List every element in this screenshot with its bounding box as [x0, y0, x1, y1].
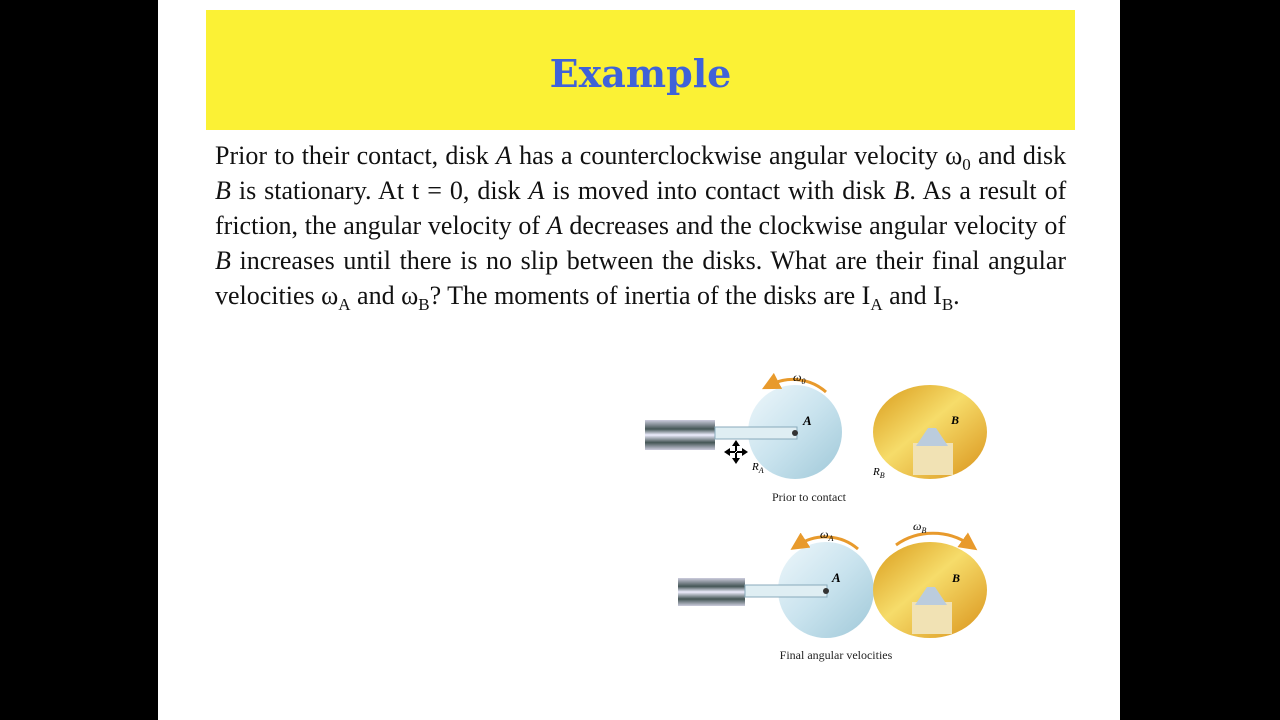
subscript-text: A [870, 295, 883, 314]
paragraph-word: are [835, 246, 868, 275]
paragraph-word: As [922, 176, 952, 205]
paragraph-word: until [343, 246, 391, 275]
paragraph-word: slip [520, 246, 559, 275]
paragraph-word: I [933, 281, 942, 310]
paragraph-word: disks [763, 281, 817, 310]
omega-b-label: $\omega_B$ [913, 519, 927, 535]
paragraph-word: = [427, 176, 442, 205]
paragraph-word: disks. [702, 246, 763, 275]
arm [715, 427, 797, 439]
paragraph-word: and [357, 281, 395, 310]
paragraph-word: t [412, 176, 420, 205]
slide-title: Example [549, 50, 732, 96]
paragraph-word: with [788, 176, 835, 205]
disk-b-support [912, 602, 952, 634]
italic-variable: A [528, 176, 545, 205]
paragraph-word: velocity [953, 211, 1038, 240]
disk-b-label: B [952, 571, 961, 585]
subscript-text: A [338, 295, 351, 314]
paragraph-word: clockwise [758, 211, 863, 240]
paragraph-word: ω [945, 141, 963, 170]
paragraph-word: friction, [215, 211, 299, 240]
paragraph-word: disk [842, 176, 886, 205]
paragraph-word: contact, [356, 141, 439, 170]
paragraph-word: . [953, 281, 960, 310]
paragraph-word: there [399, 246, 452, 275]
omega0-label: $\omega_0$ [793, 370, 806, 386]
paragraph-word: At [378, 176, 405, 205]
final-velocities-diagram [678, 519, 987, 662]
actuator-rod [645, 420, 715, 450]
paragraph-word: the [304, 211, 337, 240]
paragraph-word: moments [494, 281, 590, 310]
italic-variable: A [546, 211, 563, 240]
paragraph-word: has [519, 141, 554, 170]
paragraph-word: is [552, 176, 570, 205]
subscript-text: B [941, 295, 954, 314]
ra-label: $R_A$ [752, 461, 764, 475]
paragraph-word: The [447, 281, 488, 310]
pivot-a [823, 588, 829, 594]
paragraph-word: of [595, 281, 618, 310]
paragraph-word: of [1044, 211, 1067, 240]
slide [158, 0, 1120, 720]
italic-variable: B [893, 176, 910, 205]
paragraph-word: a [959, 176, 971, 205]
paragraph-word: disk [477, 176, 521, 205]
disk-b-support [913, 443, 953, 475]
paragraph-word: the [725, 281, 757, 310]
cursor-icon [724, 440, 748, 464]
prior-caption: Prior to contact [772, 490, 846, 504]
omega-a-label: $\omega_A$ [820, 527, 834, 543]
italic-variable: B [215, 176, 231, 205]
paragraph-word: velocity [427, 211, 512, 240]
italic-variable: A [495, 141, 512, 170]
paragraph-word: inertia [624, 281, 691, 310]
paragraph-word: moved [577, 176, 649, 205]
paragraph-word: their [301, 141, 350, 170]
paragraph-word: of [1044, 176, 1067, 205]
disk-b-label: B [951, 413, 960, 427]
paragraph-word: their [875, 246, 924, 275]
paragraph-word: angular [343, 211, 422, 240]
paragraph-word: ω [401, 281, 419, 310]
pivot-a [792, 430, 798, 436]
paragraph-word: no [486, 246, 513, 275]
paragraph-word: and [675, 211, 714, 240]
paragraph-word: angular [869, 211, 948, 240]
paragraph-word: between [566, 246, 654, 275]
paragraph-word: angular [768, 141, 847, 170]
paragraph-word: to [274, 141, 295, 170]
paragraph-word: What [770, 246, 827, 275]
paragraph-word: ω [321, 281, 339, 310]
disk-diagram [158, 0, 1120, 720]
paragraph-word: I [861, 281, 871, 310]
paragraph-word: disk [1022, 141, 1067, 170]
arm [745, 585, 827, 597]
paragraph-word: velocities [215, 281, 315, 310]
paragraph-word: disk [445, 141, 489, 170]
paragraph-word: decreases [569, 211, 670, 240]
paragraph-word: of [518, 211, 541, 240]
final-caption: Final angular velocities [779, 648, 893, 662]
paragraph-word: angular [988, 246, 1067, 275]
actuator-rod [678, 578, 745, 606]
disk-a-label: A [832, 570, 841, 585]
paragraph-word: counterclockwise [579, 141, 762, 170]
italic-variable: B [215, 246, 231, 275]
rb-label: $R_B$ [873, 466, 885, 480]
disk-a-label: A [803, 413, 812, 428]
paragraph-word: 0, [449, 176, 470, 205]
prior-to-contact-diagram [645, 370, 987, 504]
paragraph-word: the [661, 246, 694, 275]
paragraph-word: of [697, 281, 719, 310]
paragraph-word: the [720, 211, 752, 240]
paragraph-word: . [909, 176, 916, 205]
paragraph-word: is [460, 246, 478, 275]
paragraph-word: Prior [215, 141, 267, 170]
subscript-text: 0 [962, 155, 971, 174]
paragraph-word: stationary. [264, 176, 372, 205]
paragraph-word: are [823, 281, 856, 310]
paragraph-word: ? [429, 281, 442, 310]
paragraph-word: increases [239, 246, 335, 275]
paragraph-word: into [656, 176, 697, 205]
paragraph-word: final [931, 246, 980, 275]
paragraph-word: and [978, 141, 1016, 170]
paragraph-word: velocity [854, 141, 938, 170]
subscript-text: B [418, 295, 430, 314]
paragraph-word: is [238, 176, 257, 205]
paragraph-word: result [978, 176, 1037, 205]
paragraph-word: a [561, 141, 573, 170]
paragraph-word: contact [704, 176, 781, 205]
paragraph-word: and [889, 281, 927, 310]
